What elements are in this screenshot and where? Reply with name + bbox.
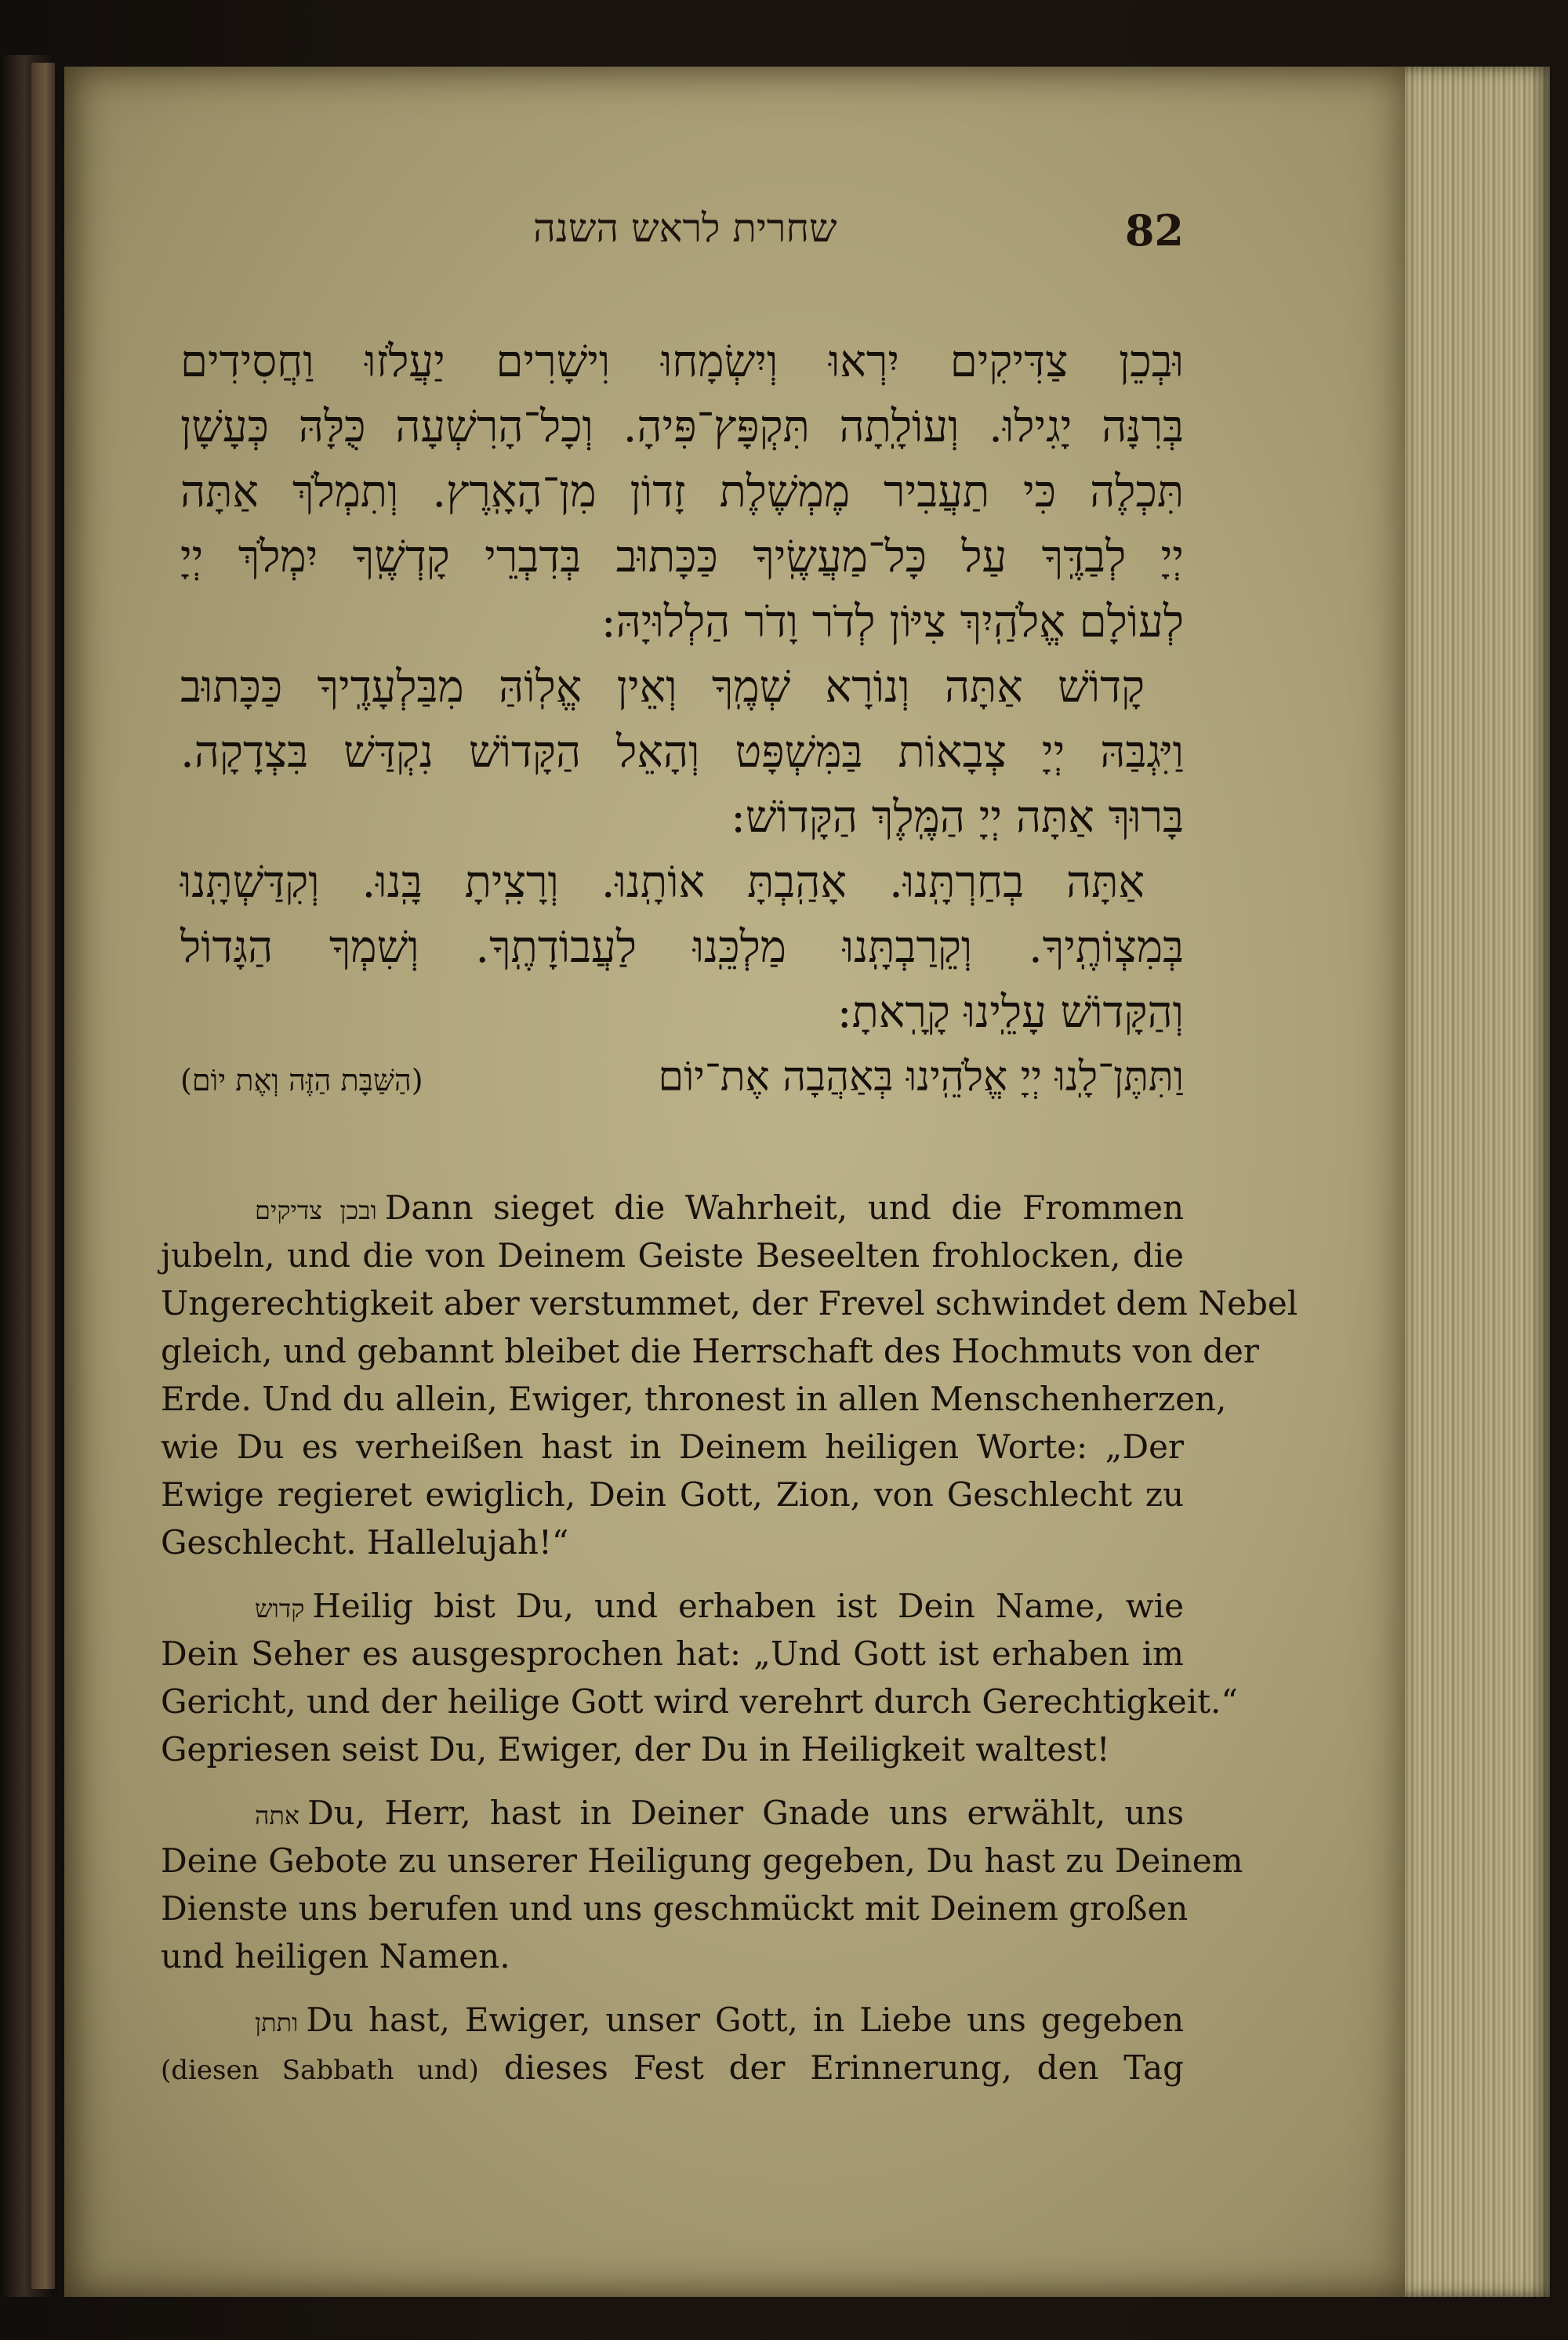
hebrew-final-parenthetical: (הַשַּׁבָּת הַזֶּה וְאֶת יוֹם) [180, 1063, 423, 1097]
left-cover-edge [31, 63, 55, 2289]
german-line [161, 1184, 1184, 1232]
german-line [161, 2044, 1184, 2091]
german-parenthetical: (diesen Sabbath und) [161, 2055, 479, 2086]
german-text: Dann sieget die Wahrheit, und die Frommen [384, 1188, 1185, 1227]
hebrew-line: קָדוֹשׁ אַתָּה וְנוֹרָא שְׁמֶֽךָ וְאֵין אֱלֽוֹהַּ מִבַּלְעָדֶֽיךָ כַּכָּתוּב [180, 662, 1145, 713]
hebrew-line: וּבְכֵן צַדִּיקִים יִרְאוּ וְיִשְׂמָחוּ וִישָׁרִים יַעֲלֹזוּ וַחֲסִידִים [180, 336, 1184, 387]
german-line: Ewige regieret ewiglich, Dein Gott, Zion, von Geschlecht zu [161, 1475, 1184, 1514]
hebrew-final-line [180, 1045, 1184, 1110]
hebrew-final-main: וַתִּתֶּן־לָֽנוּ יְיָ אֱלֹהֵֽינוּ בְּאַהֲבָה אֶת־יוֹם [658, 1054, 1184, 1101]
german-paragraph [161, 1789, 1243, 1980]
hebrew-cue-label: ותתן [255, 2008, 299, 2037]
german-line: Dein Seher es ausgesprochen hat: „Und Gott ist erhaben im [161, 1634, 1184, 1673]
german-line: Deine Gebote zu unserer Heiligung gegeben, Du hast zu Deinem [161, 1841, 1243, 1880]
hebrew-line: וְהַקָּדוֹשׁ עָלֵֽינוּ קָרָֽאתָ: [837, 987, 1184, 1038]
german-paragraph [161, 1184, 1298, 1566]
german-text: Heilig bist Du, und erhaben ist Dein Name, wie [312, 1587, 1184, 1625]
german-translation [161, 1184, 1298, 2107]
hebrew-cue-label: קדוש [255, 1594, 305, 1623]
hebrew-line: וַיִּגְבַּהּ יְיָ צְבָאוֹת בַּמִּשְׁפָּט וְהָאֵל הַקָּדוֹשׁ נִקְדַּשׁ בִּצְדָקָה. [180, 727, 1184, 778]
german-line: Gepriesen seist Du, Ewiger, der Du in Heiligkeit waltest! [161, 1730, 1110, 1769]
german-text: dieses Fest der Erinnerung, den Tag [503, 2048, 1184, 2087]
hebrew-line: בְּמִצְוֹתֶֽיךָ. וְקֵרַבְתָּֽנוּ מַלְכֵּֽנוּ לַעֲבוֹדָתֶֽךָ. וְשִׁמְךָ הַגָּדוֹל [180, 922, 1184, 973]
german-paragraph [161, 1582, 1238, 1773]
hebrew-line: בָּרוּךְ אַתָּה יְיָ הַמֶּֽלֶךְ הַקָּדוֹשׁ: [731, 792, 1184, 843]
german-line: wie Du es verheißen hast in Deinem heiligen Worte: „Der [161, 1428, 1184, 1466]
hebrew-cue-label: ובכן צדיקים [255, 1195, 377, 1225]
german-line: Erde. Und du allein, Ewiger, thronest in allen Menschenherzen, [161, 1380, 1227, 1418]
german-paragraph [161, 1996, 1184, 2091]
german-line: Geschlecht. Hallelujah!“ [161, 1523, 569, 1562]
hebrew-line: לְעוֹלָם אֱלֹהַֽיִךְ צִיּוֹן לְדֹר וָדֹר הַלְלוּיָהּ: [601, 597, 1184, 648]
german-line: Dienste uns berufen und uns geschmückt mit Deinem großen [161, 1889, 1189, 1928]
german-text: Du, Herr, hast in Deiner Gnade uns erwählt, uns [307, 1794, 1184, 1832]
german-line [161, 1996, 1184, 2044]
german-line: und heiligen Namen. [161, 1937, 510, 1975]
hebrew-cue-label: אתה [255, 1801, 300, 1830]
hebrew-line: בְּרִנָּה יָגִילוּ. וְעוֹלָֽתָה תִּקְפָּץ־פִּיהָ. וְכָל־הָרִשְׁעָה כֻּלָּהּ כְּעָשָׁן [180, 401, 1184, 452]
hebrew-text [180, 329, 1184, 1110]
hebrew-line: יְיָ לְבַדֶּֽךָ עַל כָּל־מַעֲשֶֽׂיךָ כַּכָּתוּב בְּדִבְרֵי קָדְשֶֽׁךָ יִמְלֹךְ יְיָ [180, 531, 1184, 582]
running-head: שחרית לראש השנה [533, 205, 837, 251]
page-number: 82 [1124, 205, 1184, 256]
hebrew-line: תִּכְלֶה כִּי תַעֲבִיר מֶמְשֶׁלֶת זָדוֹן מִן־הָאָֽרֶץ. וְתִמְלֹךְ אַתָּה [180, 466, 1184, 517]
german-text: Du hast, Ewiger, unser Gott, in Liebe uns gegeben [306, 2001, 1184, 2039]
page-edges [1405, 67, 1550, 2297]
german-line: jubeln, und die von Deinem Geiste Beseelten frohlocken, die [161, 1236, 1184, 1275]
german-line: Gericht, und der heilige Gott wird verehrt durch Gerechtigkeit.“ [161, 1682, 1238, 1721]
hebrew-line: אַתָּה בְחַרְתָּֽנוּ. אָהַֽבְתָּ אוֹתָֽנוּ. וְרָצִֽיתָ בָּֽנוּ. וְקִדַּשְׁתָּֽנוּ [180, 857, 1145, 908]
page-header [180, 205, 1184, 260]
german-line: Ungerechtigkeit aber verstummet, der Frevel schwindet dem Nebel [161, 1284, 1298, 1322]
german-line: gleich, und gebannt bleibet die Herrschaft des Hochmuts von der [161, 1332, 1259, 1370]
german-line [161, 1582, 1184, 1630]
german-line [161, 1789, 1184, 1837]
